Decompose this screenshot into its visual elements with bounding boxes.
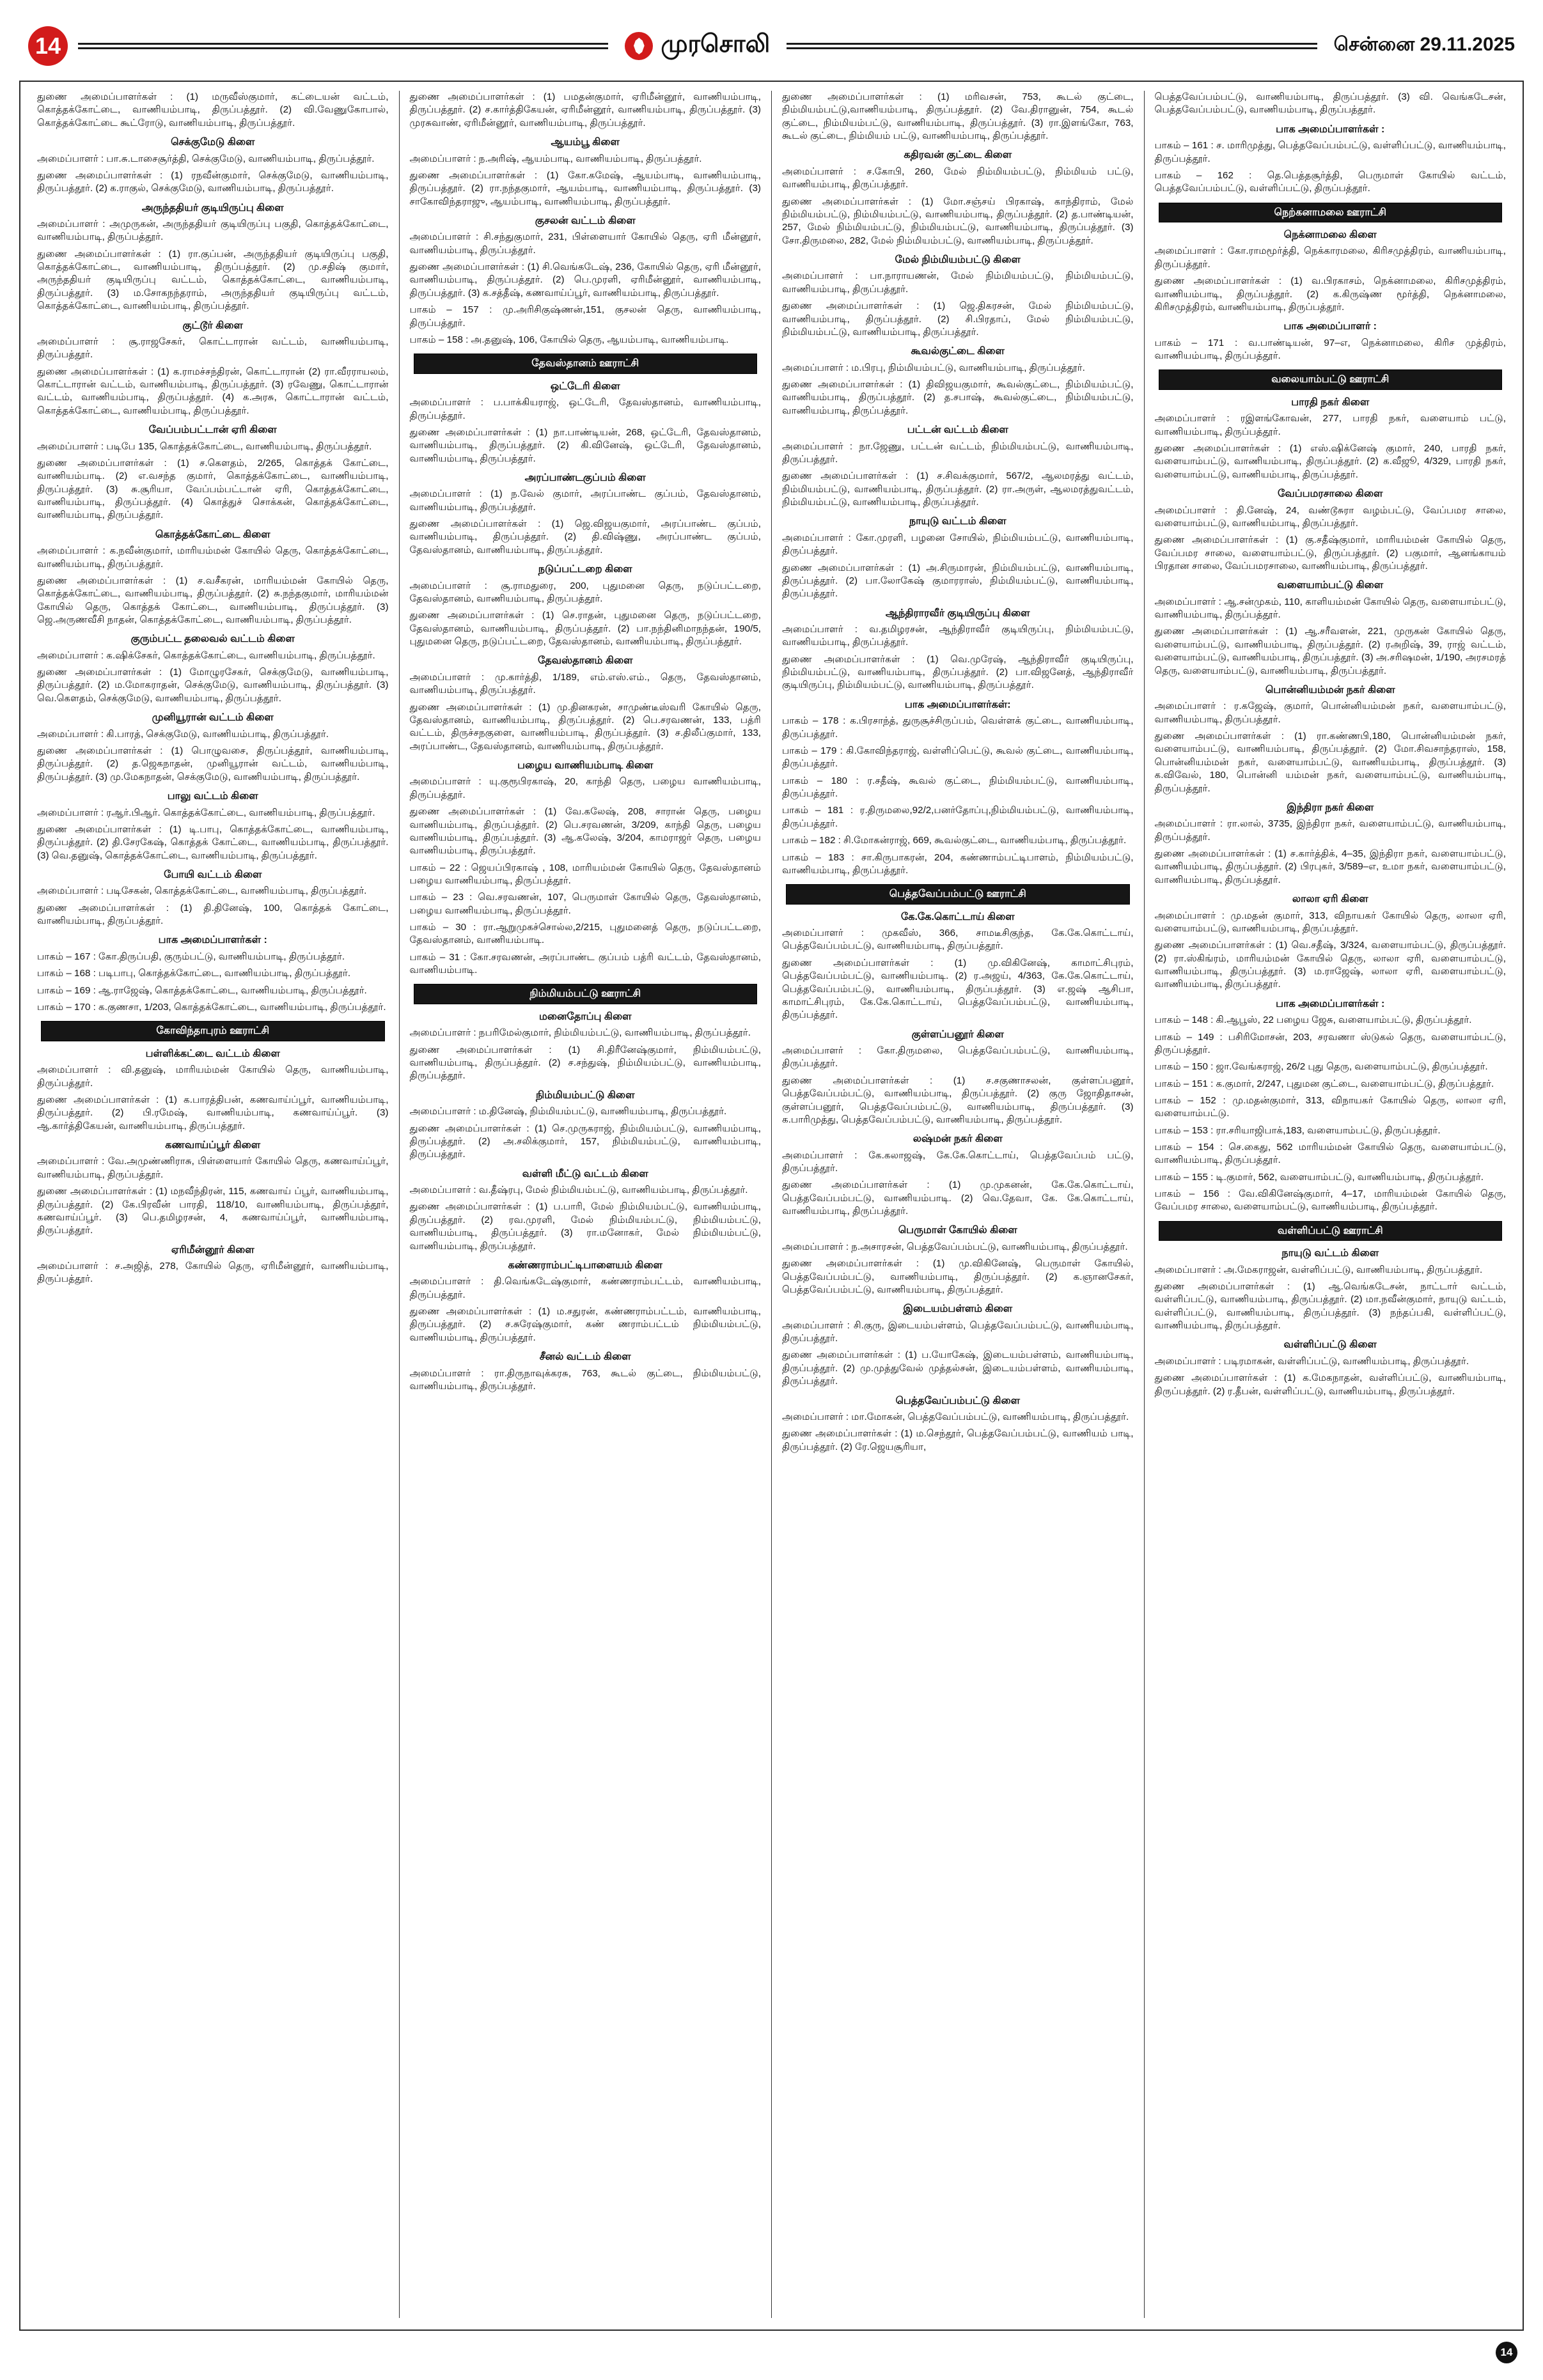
listing-paragraph: அமைப்பாளர் : சூ.ராமதுரை, 200, புதுமனை தெரு, நடுப்பட்டறை, தேவஸ்தானம், வாணியம்பாடி, திருப்பத்தூர். xyxy=(409,580,761,604)
bottom-page-number: 14 xyxy=(1496,2342,1517,2363)
listing-paragraph: துணை அமைப்பாளர்கள் : (1) செ.ராதன், புதுமனை தெரு, நடுப்பட்டறை, தேவஸ்தானம், வாணியம்பாடி, திருப்பத்தூர். (2) பா.நந்தினிமாநந்தன், 190/5, புதுமனை தெரு, நடுப்பட்டறை, தேவஸ்தானம், வாணியம்பாடி, திருப்பத்தூர். xyxy=(409,610,761,648)
branch-heading: தேவஸ்தானம் கிளை xyxy=(537,655,633,667)
branch-heading: வேப்பம்பட்டான் ஏரி கிளை xyxy=(148,424,277,436)
branch-heading: பாக அமைப்பாளர்கள்: xyxy=(904,699,1011,710)
text-column xyxy=(1144,91,1517,2318)
listing-paragraph: அமைப்பாளர் : அமுருகன், அருந்ததியர் குடியிருப்பு பகுதி, கொத்தக்கோட்டை, வாணியம்பாடி, திருப்பத்தூர். xyxy=(37,219,389,243)
listing-paragraph: துணை அமைப்பாளர்கள் : (1) மு.முகனன், கே.கே.கொட்டாய், பெத்தவேப்பம்பட்டு, வாணியம்பாடி. (2) வெ.தேவா, கே. கே.கொட்டாய், வாணியம்பாடி, திருப்பத்தூர். xyxy=(782,1179,1134,1217)
listing-paragraph: அமைப்பாளர் : வே.அமுண்ணிராசு, பிள்ளையார் கோயில் தெரு, கணவாய்ப்பூர், வாணியம்பாடி, திருப்பத்தூர். xyxy=(37,1156,389,1180)
listing-paragraph: அமைப்பாளர் : யு.குரூபிரகாஷ், 20, காந்தி தெரு, பழைய வாணியம்பாடி, திருப்பத்தூர். xyxy=(409,776,761,800)
listing-paragraph: துணை அமைப்பாளர்கள் : (1) ச.சகுணாசலன், குள்ளப்பனூர், பெத்தவேப்பம்பட்டு, வாணியம்பாடி, திருப்பத்தூர். (2) குரு ஜோதிதாசன், குள்ளப்பனூர், பெத்தவேப்பம்பட்டு, வாணியம்பாடி, திருப்பத்தூர். (3) க.பாரிமுத்து, பெத்தவேப்பம்பட்டு, வாணியம்பாடி, திருப்பத்தூர். xyxy=(782,1075,1134,1125)
listing-paragraph: அமைப்பாளர் : நபரிமேல்குமார், நிம்மியம்பட்டு, வாணியம்பாடி, திருப்பத்தூர். xyxy=(409,1027,751,1039)
publication-logo xyxy=(618,31,776,61)
listing-paragraph: பாகம் – 149 : பசிரிமோசன், 203, சரவணா ஸ்டுகல் தெரு, வளையாம்பட்டு, திருப்பத்தூர். xyxy=(1154,1031,1506,1055)
listing-paragraph: பாகம் – 150 : ஜா.வேங்கராஜ், 26/2 புது தெரு, வளையாம்பட்டு, திருப்பத்தூர். xyxy=(1154,1061,1488,1073)
branch-heading: கண்ணராம்பட்டிபாளையம் கிளை xyxy=(508,1259,662,1271)
listing-paragraph: துணை அமைப்பாளர்கள் : (1) அ.சிருமாரன், நிம்மியம்பட்டு, வாணியம்பாடி, திருப்பத்தூர். (2) பா.லோகேஷ் குமாரராஸ், நிம்மியம்பட்டு, வாணியம்பாடி, திருப்பத்தூர். xyxy=(782,562,1134,600)
text-column xyxy=(27,91,399,2318)
listing-paragraph: பாகம் – 31 : கோ.சரவணன், அரப்பாண்ட குப்பம் பத்ரி வட்டம், தேவஸ்தானம், வாணியம்பாடி. xyxy=(409,951,761,976)
listing-paragraph: துணை அமைப்பாளர்கள் : (1) மு.விகினேஷ், பெருமாள் கோயில், பெத்தவேப்பம்பட்டு, வாணியம்பாடி, திருப்பத்தூர். (2) க.ஞானசேகர், பெத்தவேப்பம்பட்டு, வாணியம்பாடி, திருப்பத்தூர். xyxy=(782,1258,1134,1295)
listing-paragraph: துணை அமைப்பாளர்கள் : (1) ச.கார்த்திக், 4–35, இந்திரா நகர், வளையாம்பட்டு, வாணியம்பாடி, திருப்பத்தூர். (2) பிரபுகர், 3/589–எ, உமா நகர், வளையாம்பட்டு, வாணியம்பாடி, திருப்பத்தூர். xyxy=(1154,848,1506,885)
branch-heading: முனியூரான் வட்டம் கிளை xyxy=(152,712,274,724)
ward-heading: தேவஸ்தானம் ஊராட்சி xyxy=(414,354,758,373)
listing-paragraph: அமைப்பாளர் : மா.மோகன், பெத்தவேப்பம்பட்டு, வாணியம்பாடி, திருப்பத்தூர். xyxy=(782,1412,1129,1422)
listing-paragraph: பாகம் – 181 : ர.திருமலை,92/2,பனர்தோப்பு,நிம்மியம்பட்டு, வாணியம்பாடி, திருப்பத்தூர். xyxy=(782,805,1134,829)
branch-heading: கொத்தக்கோட்டை கிளை xyxy=(155,529,270,540)
branch-heading: பொன்னியம்மன் நகர் கிளை xyxy=(1265,684,1395,696)
branch-heading: குள்ளப்பனூர் கிளை xyxy=(911,1029,1004,1040)
branch-heading: மனைதோப்பு கிளை xyxy=(538,1011,632,1022)
listing-paragraph: துணை அமைப்பாளர்கள் : (1) க.மேகநாதன், வள்ளிப்பட்டு, வாணியம்பாடி, திருப்பத்தூர். (2) ர.தீபன், வள்ளிப்பட்டு, வாணியம்பாடி, திருப்பத்தூர். xyxy=(1154,1373,1506,1397)
listing-paragraph: பாகம் – 168 : படிபாபு, கொத்தக்கோட்டை, வாணியம்பாடி, திருப்பத்தூர். xyxy=(37,968,351,979)
listing-paragraph: அமைப்பாளர் : வ.தீஷ்ரபு, மேல் நிம்மியம்பட்டு, வாணியம்பாடி, திருப்பத்தூர். xyxy=(409,1185,748,1196)
branch-heading: கே.கே.கொட்டாய் கிளை xyxy=(900,911,1015,922)
ward-heading: கோவிந்தாபுரம் ஊராட்சி xyxy=(41,1021,385,1041)
listing-paragraph: பாகம் – 156 : வே.விகினேஷ்குமார், 4–17, மாரியம்மன் கோயில் தெரு, வேப்பமர சாலை, வளையாம்பட்டு, வாணியம்பாடி, திருப்பத்தூர். xyxy=(1154,1188,1506,1213)
branch-heading: குசலன் வட்டம் கிளை xyxy=(535,215,636,226)
listing-paragraph: பாகம் – 182 : சி.மோகன்ராஜ், 669, கூவல்குட்டை, வாணியம்பாடி, திருப்பத்தூர். xyxy=(782,835,1127,846)
listing-paragraph: துணை அமைப்பாளர்கள் : (1) ம.செந்தூர், பெத்தவேப்பம்பட்டு, வாணியம் பாடி, திருப்பத்தூர். (2) ரே.ஜெயசூரியா, xyxy=(782,1428,1134,1452)
listing-paragraph: அமைப்பாளர் : கோ.முரளி, பழனை சோயில், நிம்மியம்பட்டு, வாணியம்பாடி, திருப்பத்தூர். xyxy=(782,532,1134,557)
branch-heading: பெத்தவேப்பம்பட்டு கிளை xyxy=(895,1395,1021,1406)
listing-paragraph: பாகம் – 161 : ச. மாரிமுத்து, பெத்தவேப்பம்பட்டு, வள்ளிப்பட்டு, வாணியம்பாடி, திருப்பத்தூர். xyxy=(1154,140,1506,164)
listing-paragraph: பாகம் – 180 : ர.சதீஷ், கூவல் குட்டை, நிம்மியம்பட்டு, வாணியம்பாடி, திருப்பத்தூர். xyxy=(782,775,1134,800)
listing-paragraph: அமைப்பாளர் : ந.அசாரசன், பெத்தவேப்பம்பட்டு, வாணியம்பாடி, திருப்பத்தூர். xyxy=(782,1241,1128,1252)
branch-heading: ஆயம்பூ கிளை xyxy=(551,137,620,148)
page-number-badge: 14 xyxy=(28,26,68,66)
listing-paragraph: துணை அமைப்பாளர்கள் : (1) ரா.கண்ணபி,180, பொன்னியம்மன் நகர், வளையாம்பட்டு, வாணியம்பாடி, திருப்பத்தூர். (2) மோ.சிவசாந்தராஸ், 158, பொன்னியம்மன் நகர், வளையாம்பட்டு, வாணியம்பாடி, திருப்பத்தூர். (3) க.விவேல், 180, பொன்னி யம்மன் நகர், வளையாம்பட்டு, வாணியம்பாடி, திருப்பத்தூர். xyxy=(1154,731,1506,794)
listing-paragraph: துணை அமைப்பாளர்கள் : (1) வெ.சதீஷ், 3/324, வளையாம்பட்டு, திருப்பத்தூர். (2) ரா.ஸ்கிங்ரம், மாரியம்மன் கோயில் தெரு, லாலா ஏரி, வளையாம்பட்டு, வாணியம்பாடி, திருப்பத்தூர். (3) ம.ராஜேஷ், லாலா ஏரி, வளையாம்பட்டு, வாணியம்பாடி, திருப்பத்தூர். xyxy=(1154,940,1506,990)
listing-paragraph: துணை அமைப்பாளர்கள் : (1) வெ.முரேஷ், ஆந்திராவீர் குடியிருப்பு, நிம்மியம்பட்டு, வாணியம்பாடி, திருப்பத்தூர். (2) பா.விஜனேத், ஆந்திராவீர் குடியிருப்பு, நிம்மியம்பட்டு, வாணியம்பாடி, திருப்பத்தூர். xyxy=(782,653,1134,691)
branch-heading: பெருமாள் கோயில் கிளை xyxy=(898,1225,1017,1236)
listing-paragraph: துணை அமைப்பாளர்கள் : (1) திவிஜயகுமார், கூவல்குட்டை, நிம்மியம்பட்டு, வாணியம்பாடி, திருப்பத்தூர். (2) த.சபாஷ், கூவல்குட்டை, நிம்மியம்பட்டு, வாணியம்பாடி, திருப்பத்தூர். xyxy=(782,379,1134,416)
listing-paragraph: பாகம் – 30 : ரா.ஆறுமுகச்சொல்ல,2/215, புதுமனைத் தெரு, நடுப்பட்டறை, தேவஸ்தானம், வாணியம்பாடி. xyxy=(409,922,761,946)
listing-paragraph: அமைப்பாளர் : ரஆர்.பிஆர். கொத்தக்கோட்டை, வாணியம்பாடி, திருப்பத்தூர். xyxy=(37,807,375,818)
listing-paragraph: பாகம் – 155 : டி.குமார், 562, வளையாம்பட்டு, வாணியம்பாடி, திருப்பத்தூர். xyxy=(1154,1171,1484,1183)
listing-paragraph: பாகம் – 153 : ரா.சரியாஜிபாக்,183, வளையாம்பட்டு, திருப்பத்தூர். xyxy=(1154,1124,1441,1136)
listing-paragraph: அமைப்பாளர் : கி.பாரத், செக்குமேடு, வாணியம்பாடி, திருப்பத்தூர். xyxy=(37,728,329,740)
listing-paragraph: துணை அமைப்பாளர்கள் : (1) மரிவசன், 753, கூடல் குட்டை, நிம்மியம்பட்டு,வாணியம்பாடி, திருப்பத்தூர். (2) வே.திரானுன், 754, கூடல் குட்டை, நிம்மியம்பட்டு, வாணியம்பாடி, திருப்பத்தூர். (3) ரா.இளங்கோ, 763, கூடல் குட்டை, நிம்மியம் பட்டு, வாணியம்பாடி, திருப்பத்தூர். xyxy=(782,91,1134,142)
listing-paragraph: அமைப்பாளர் : முகவீஸ், 366, சாமடீசிகுந்த, கே.கே.கொட்டாய், பெத்தவேப்பம்பட்டு, வாணியம்பாடி, திருப்பத்தூர். xyxy=(782,928,1134,952)
ward-heading: வலையாம்பட்டு ஊராட்சி xyxy=(1159,369,1503,389)
listing-paragraph: துணை அமைப்பாளர்கள் : (1) சி.வெங்கடேஷ், 236, கோயில் தெரு, ஏரி மீன்னூர், வாணியம்பாடி, திருப்பத்தூர். (2) பெ.முரளி, ஏரிமீன்னூர், வாணியம்பாடி, திருப்பத்தூர். (3) க.சத்தீஷ், கணவாய்ப்பூர், வாணியம்பாடி, திருப்பத்தூர். xyxy=(409,261,761,299)
listing-paragraph: துணை அமைப்பாளர்கள் : (1) ஜெ.விஜயகுமார், அரப்பாண்ட குப்பம், வாணியம்பாடி, திருப்பத்தூர். (2) தி.விஷ்ணு, அரப்பாண்ட குப்பம், தேவஸ்தானம், வாணியம்பாடி, திருப்பத்தூர். xyxy=(409,518,761,556)
branch-heading: வளையாம்பட்டு கிளை xyxy=(1277,580,1384,591)
branch-heading: கூவல்குட்டை கிளை xyxy=(911,346,1005,357)
listing-paragraph: அமைப்பாளர் : ம.தினேஷ், நிம்மியம்பட்டு, வாணியம்பாடி, திருப்பத்தூர். xyxy=(409,1106,727,1117)
branch-heading: குரும்பட்ட தலைவல் வட்டம் கிளை xyxy=(130,634,295,645)
branch-heading: மேல் நிம்மியம்பட்டு கிளை xyxy=(895,254,1021,266)
listing-paragraph: துணை அமைப்பாளர்கள் : (1) ஆ.சரீவளன், 221, முருகன் கோயில் தெரு, வளையாம்பட்டு, வாணியம்பாடி, திருப்பத்தூர். (2) ரஅறிஷ், 39, ராஜ் வட்டம், வளையாம்பட்டு, வாணியம்பாடி, திருப்பத்தூர். (3) அ.சரிஷமன், 1/190, அரசமரத் தெரு, வளையாம்பட்டு, வாணியம்பாடி, திருப்பத்தூர். xyxy=(1154,626,1506,676)
listing-paragraph: பாகம் – 167 : கோ.திருப்பதி, குரும்பட்டு, வாணியம்பாடி, திருப்பத்தூர். xyxy=(37,951,345,962)
listing-paragraph: பாகம் – 183 : சா.கிருபாகரன், 204, கண்ணாம்பட்டிபாளம், நிம்மியம்பட்டு, வாணியம்பாடி, திருப்பத்தூர். xyxy=(782,852,1134,876)
listing-paragraph: அமைப்பாளர் : வ.தமிழரசன், ஆந்திராவீர் குடியிருப்பு, நிம்மியம்பட்டு, வாணியம்பாடி, திருப்பத்தூர். xyxy=(782,624,1134,648)
listing-paragraph: அமைப்பாளர் : நா.ஜேணு, பட்டன் வட்டம், நிம்மியம்பட்டு, வாணியம்பாடி, திருப்பத்தூர். xyxy=(782,440,1134,465)
listing-paragraph: பாகம் – 162 : தெ.பெத்தசூர்த்தி, பெருமாள் கோயில் வட்டம், பெத்தவேப்பம்பட்டு, வள்ளிப்பட்டு, திருப்பத்தூர். xyxy=(1154,169,1506,194)
listing-paragraph: அமைப்பாளர் : பா.நாராயணன், மேல் நிம்மியம்பட்டு, நிம்மியம்பட்டு, வாணியம்பாடி, திருப்பத்தூர். xyxy=(782,270,1134,295)
listing-paragraph: அமைப்பாளர் : வி.தனுஷ், மாரியம்மன் கோயில் தெரு, வாணியம்பாடி, திருப்பத்தூர். xyxy=(37,1064,389,1089)
listing-paragraph: பெத்தவேப்பம்பட்டு, வாணியம்பாடி, திருப்பத்தூர். (3) வி. வெங்கடேசன், பெத்தவேப்பம்பட்டு, வாணியம்பாடி, திருப்பத்தூர். xyxy=(1154,91,1506,116)
listing-paragraph: அமைப்பாளர் : கோ.திருமலை, பெத்தவேப்பம்பட்டு, வாணியம்பாடி, திருப்பத்தூர். xyxy=(782,1045,1134,1069)
listing-paragraph: துணை அமைப்பாளர்கள் : (1) ஜெ.திகரசன், மேல் நிம்மியம்பட்டு, வாணியம்பாடி, திருப்பத்தூர். (2) சி.பிரதாப், மேல் நிம்மியம்பட்டு, நிம்மியம்பட்டு, வாணியம்பாடி, திருப்பத்தூர். xyxy=(782,300,1134,338)
listing-paragraph: துணை அமைப்பாளர்கள் : (1) ச.கௌதம், 2/265, கொத்தக் கோட்டை, வாணியம்பாடி. (2) எ.வசந்த குமார், கொத்தக்கோட்டை, வாணியம்பாடி, திருப்பத்தூர். (3) சு.சூரியா, வேப்பம்பட்டான் ஏரி, கொத்தக்கோட்டை, வாணியம்பாடி, திருப்பத்தூர். (4) கொத்துச் சொக்கன், கொத்தக்கோட்டை, வாணியம்பாடி, திருப்பத்தூர். xyxy=(37,457,389,521)
branch-heading: பாரதி நகர் கிளை xyxy=(1291,396,1370,408)
branch-heading: அருந்ததியர் குடியிருப்பு கிளை xyxy=(141,202,284,214)
listing-paragraph: அமைப்பாளர் : மு.கார்த்தி, 1/189, எம்.எஸ்.எம்., தெரு, தேவஸ்தானம், வாணியம்பாடி, திருப்பத்தூர். xyxy=(409,671,761,696)
branch-heading: லாலா ஏரி கிளை xyxy=(1292,894,1368,905)
listing-paragraph: அமைப்பாளர் : தி.வெங்கடேஷ்குமார், கண்ணராம்பட்டம், வாணியம்பாடி, திருப்பத்தூர். xyxy=(409,1276,761,1300)
ward-heading: பெத்தவேப்பம்பட்டு ஊராட்சி xyxy=(786,884,1130,904)
listing-paragraph: பாகம் – 152 : மு.மதன்குமார், 313, விநாயகர் கோயில் தெரு, லாலா ஏரி, வளையாம்பட்டு. xyxy=(1154,1094,1506,1119)
listing-paragraph: பாகம் – 154 : செ.கைது, 562 மாரியம்மன் கோயில் தெரு, வளையாம்பட்டு, வாணியம்பாடி, திருப்பத்தூர். xyxy=(1154,1142,1506,1166)
listing-paragraph: அமைப்பாளர் : ர.கஜேஷ், குமார், பொன்னியம்மன் நகர், வளையாம்பட்டு, வாணியம்பாடி, திருப்பத்தூர். xyxy=(1154,701,1506,725)
listing-paragraph: அமைப்பாளர் : (1) ந.வேல் குமார், அரப்பாண்ட குப்பம், தேவஸ்தானம், வாணியம்பாடி, திருப்பத்தூர். xyxy=(409,488,761,513)
branch-heading: இந்திரா நகர் கிளை xyxy=(1287,802,1374,813)
listing-paragraph: துணை அமைப்பாளர்கள் : (1) ப.பாரி, மேல் நிம்மியம்பட்டு, வாணியம்பாடி, திருப்பத்தூர். (2) ரவ.முரளி, மேல் நிம்மியம்பட்டு, நிம்மியம்பட்டு, வாணியம்பாடி, திருப்பத்தூர். (3) ரா.மனோகர், மேல் நிம்மியம்பட்டு, வாணியம்பாடி, திருப்பத்தூர். xyxy=(409,1201,761,1252)
branch-heading: இடையம்பள்ளம் கிளை xyxy=(903,1303,1013,1315)
ward-heading: வள்ளிப்பட்டு ஊராட்சி xyxy=(1159,1221,1503,1241)
listing-paragraph: பாகம் – 171 : வ.பாண்டியன், 97–எ, நெக்னாமலை, கிரிச முத்திரம், வாணியம்பாடி, திருப்பத்தூர். xyxy=(1154,337,1506,362)
listing-paragraph: அமைப்பாளர் : சி.சந்துகுமார், 231, பிள்ளையார் கோயில் தெரு, ஏரி மீன்னூர், வாணியம்பாடி, திருப்பத்தூர். xyxy=(409,231,761,256)
listing-paragraph: துணை அமைப்பாளர்கள் : (1) பொழுவசை, திருப்பத்தூர், வாணியம்பாடி, திருப்பத்தூர். (2) த.ஜெகநாதன், முனியூரான் வட்டம், வாணியம்பாடி, திருப்பத்தூர். (3) மு.மேகநாதன், செக்குமேடு, வாணியம்பாடி, திருப்பத்தூர். xyxy=(37,745,389,782)
listing-paragraph: அமைப்பாளர் : ச.கோபி, 260, மேல் நிம்மியம்பட்டு, நிம்மியம் பட்டு, வாணியம்பாடி, திருப்பத்தூர். xyxy=(782,166,1134,191)
listing-paragraph: அமைப்பாளர் : படிபே 135, கொத்தக்கோட்டை, வாணியம்பாடி, திருப்பத்தூர். xyxy=(37,440,372,452)
listing-paragraph: துணை அமைப்பாளர்கள் : (1) கு.சதீஷ்குமார், மாரியம்மன் கோயில் தெரு, வேப்பமர சாலை, வளையாம்பட்டு, திருப்பத்தூர். (2) பகுமார், ஆனங்காயம் பிரதான சாலை, வேப்பமரசாலை, வாணியம்பாடி, திருப்பத்தூர். xyxy=(1154,534,1506,572)
branch-heading: வள்ளிப்பட்டு கிளை xyxy=(1283,1339,1377,1351)
branch-heading: பள்ளிக்கட்டை வட்டம் கிளை xyxy=(145,1048,280,1059)
listing-paragraph: அமைப்பாளர் : ரா.திருநாவுக்கரசு, 763, கூடல் குட்டை, நிம்மியம்பட்டு, வாணியம்பாடி, திருப்பத்தூர். xyxy=(409,1367,761,1392)
branch-heading: பாக அமைப்பாளர்கள் : xyxy=(1276,998,1385,1009)
listing-paragraph: துணை அமைப்பாளர்கள் : (1) பமதன்குமார், ஏரிமீன்னூர், வாணியம்பாடி, திருப்பத்தூர். (2) ச.கார்த்திகேயன், ஏரிமீன்னூர், வாணியம்பாடி, திருப்பத்தூர். (3) முரசுவாண், ஏரிமீன்னூர், வாணியம்பாடி, திருப்பத்தூர். xyxy=(409,91,761,128)
ward-heading: நெற்கனாமலை ஊராட்சி xyxy=(1159,203,1503,222)
listing-paragraph: அமைப்பாளர் : ரஇளங்கோவன், 277, பாரதி நகர், வளையாம் பட்டு, வாணியம்பாடி, திருப்பத்தூர். xyxy=(1154,413,1506,437)
listing-paragraph: துணை அமைப்பாளர்கள் : (1) தி.தினேஷ், 100, கொத்தக் கோட்டை, வாணியம்பாடி, திருப்பத்தூர். xyxy=(37,902,389,927)
branch-heading: குட்டூர் கிளை xyxy=(182,320,243,331)
listing-paragraph: துணை அமைப்பாளர்கள் : (1) கோ.கமேஷ், ஆயம்பாடி, வாணியம்பாடி, திருப்பத்தூர். (2) ரா.நந்தகுமார், ஆயம்பாடி, வாணியம்பாடி, திருப்பத்தூர். (3) சாகோவிந்தராஜு, ஆயம்பாடி, வாணியம்பாடி, திருப்பத்தூர். xyxy=(409,169,761,207)
listing-paragraph: பாகம் – 22 : ஜெயப்பிரகாஷ் , 108, மாரியம்மன் கோயில் தெரு, தேவஸ்தானம் பழைய வாணியம்பாடி, திருப்பத்தூர். xyxy=(409,862,761,886)
listing-paragraph: பாகம் – 178 : க.பிரசாந்த், துருசூச்சிருப்பம், வெள்ளக் குட்டை, வாணியம்பாடி, திருப்பத்தூர். xyxy=(782,715,1134,740)
sun-emblem-icon xyxy=(625,32,653,60)
listing-paragraph: அமைப்பாளர் : க.நவீன்குமார், மாரியம்மன் கோயில் தெரு, கொத்தக்கோட்டை, வாணியம்பாடி, திருப்பத்தூர். xyxy=(37,545,389,570)
branch-heading: கதிரவன் குட்டை கிளை xyxy=(904,150,1012,161)
branch-heading: பாக அமைப்பாளர்கள் : xyxy=(1276,123,1385,135)
branch-heading: ஆந்திராரவீர் குடியிருப்பு கிளை xyxy=(885,607,1030,619)
listing-paragraph: துணை அமைப்பாளர்கள் : (1) மோ.சஞ்சய் பிரகாஷ், காந்திராம், மேல் நிம்மியம்பட்டு, நிம்மியம்பட்டு, வாணியம்பாடி, திருப்பத்தூர். (2) த.பாண்டியன், 257, மேல் நிம்மியம்பட்டு, நிம்மியம்பட்டு, வாணியம்பாடி, திருப்பத்தூர். (3) சோ.திருமலை, 282, மேல் நிம்மியம்பட்டு, வாணியம்பாடி, திருப்பத்தூர். xyxy=(782,196,1134,246)
publication-title: முரசொலி xyxy=(661,31,771,58)
listing-paragraph: அமைப்பாளர் : ச.அஜித், 278, கோயில் தெரு, ஏரிமீன்னூர், வாணியம்பாடி, திருப்பத்தூர். xyxy=(37,1261,389,1285)
listing-paragraph: அமைப்பாளர் : சி.குரு, இடையம்பள்ளம், பெத்தவேப்பம்பட்டு, வாணியம்பாடி, திருப்பத்தூர். xyxy=(782,1319,1134,1344)
listing-paragraph: அமைப்பாளர் : அ.மேகராஜன், வள்ளிப்பட்டு, வாணியம்பாடி, திருப்பத்தூர். xyxy=(1154,1264,1483,1275)
listing-paragraph: துணை அமைப்பாளர்கள் : (1) க.பாரத்திபன், கணவாய்ப்பூர், வாணியம்பாடி, திருப்பத்தூர். (2) பி.ரமேஷ், வாணியம்பாடி, கணவாய்ப்பூர். (3) ஆ.கார்த்திகேயன், வாணியம்பாடி, திருப்பத்தூர். xyxy=(37,1094,389,1132)
listing-paragraph: பாகம் – 23 : வெ.சரவணன், 107, பெருமாள் கோயில் தெரு, தேவஸ்தானம், பழைய வாணியம்பாடி, திருப்பத்தூர். xyxy=(409,892,761,916)
listing-paragraph: அமைப்பாளர் : மு.மதன் குமார், 313, விநாயகர் கோயில் தெரு, லாலா ஏரி, வளையாம்பட்டு, வாணியம்பாடி, திருப்பத்தூர். xyxy=(1154,910,1506,934)
branch-heading: பாக அமைப்பாளர்கள் : xyxy=(158,935,267,946)
listing-paragraph: பாகம் – 148 : கி.ஆபூஸ், 22 பழைய ஜேசு, வளையாம்பட்டு, திருப்பத்தூர். xyxy=(1154,1015,1472,1026)
text-column xyxy=(771,91,1144,2318)
listing-paragraph: துணை அமைப்பாளர்கள் : (1) ப.யோகேஷ், இடையம்பள்ளம், வாணியம்பாடி, திருப்பத்தூர். (2) மு.முத்துவேல் முத்தல்சன், இடையம்பள்ளம், வாணியம்பாடி, திருப்பத்தூர். xyxy=(782,1349,1134,1387)
listing-paragraph: அமைப்பாளர் : க.ஷிக்சேகர், கொத்தக்கோட்டை, வாணியம்பாடி, திருப்பத்தூர். xyxy=(37,649,375,661)
branch-heading: நாயுடு வட்டம் கிளை xyxy=(1281,1248,1379,1259)
listing-paragraph: துணை அமைப்பாளர்கள் : (1) டி.பாபு, கொத்தக்கோட்டை, வாணியம்பாடி, திருப்பத்தூர். (2) தி.சேரகேஷ், கொத்தக் கோட்டை, வாணியம்பாடி, திருப்பத்தூர். (3) வெ.தனுஷ், கொத்தக்கோட்டை, வாணியம்பாடி, திருப்பத்தூர். xyxy=(37,823,389,861)
branch-heading: நாயுடு வட்டம் கிளை xyxy=(909,516,1006,527)
branch-heading: பட்டன் வட்டம் கிளை xyxy=(907,424,1008,436)
branch-heading: நெக்னாமலை கிளை xyxy=(1283,229,1377,241)
listing-paragraph: துணை அமைப்பாளர்கள் : (1) வே.கலேஷ், 208, சாரான் தெரு, பழைய வாணியம்பாடி, திருப்பத்தூர். (2) பெ.சரவணன், 3/209, காந்தி தெரு, பழைய வாணியம்பாடி, திருப்பத்தூர். (3) ஆ.கலேஷ், 3/204, காமராஜர் தெரு, பழைய வாணியம்பாடி, திருப்பத்தூர். xyxy=(409,806,761,857)
branch-heading: நிம்மியம்பட்டு கிளை xyxy=(535,1089,635,1101)
masthead-rule-right xyxy=(787,43,1317,49)
listing-paragraph: பாகம் – 158 : அ.தனுஷ், 106, கோயில் தெரு, ஆயம்பாடி, வாணியம்பாடி. xyxy=(409,334,729,345)
branch-heading: சீனல் வட்டம் கிளை xyxy=(539,1351,631,1363)
listing-paragraph: துணை அமைப்பாளர்கள் : (1) மு.தினகரன், சாமுண்டீஸ்வரி கோயில் தெரு, தேவஸ்தானம், வாணியம்பாடி, திருப்பத்தூர். (2) பெ.சரவணன், 133, பத்ரி வட்டம், திருச்சநகுளை, வாணியம்பாடி, திருப்பத்தூர். (3) ச.திலீப்குமார், 133, அரப்பாண்ட, தேவஸ்தானம், வாணியம்பாடி, திருப்பத்தூர். xyxy=(409,701,761,752)
listing-paragraph: துணை அமைப்பாளர்கள் : (1) ச.வசீகரன், மாரியம்மன் கோயில் தெரு, கொத்தக்கோட்டை, வாணியம்பாடி, திருப்பத்தூர். (2) சு.நந்தகுமார், மாரியம்மன் கோயில் தெரு, கொத்தக் கோட்டை, வாணியம்பாடி, திருப்பத்தூர். (3) ஜெ.அருணவீசி நாதன், கொத்தக்கோட்டை, வாணியம்பாடி, திருப்பத்தூர். xyxy=(37,575,389,625)
listing-paragraph: பாகம் – 157 : மு.அரிசிகுஷ்ணன்,151, குசலன் தெரு, வாணியம்பாடி, திருப்பத்தூர். xyxy=(409,304,761,329)
branch-heading: கணவாய்ப்பூர் கிளை xyxy=(165,1140,261,1151)
branch-heading: பாலு வட்டம் கிளை xyxy=(167,791,258,802)
text-column xyxy=(399,91,772,2318)
listing-paragraph: துணை அமைப்பாளர்கள் : (1) ரா.குப்பன், அருந்ததியர் குடியிருப்பு பகுதி, கொத்தக்கோட்டை, வாணியம்பாடி, திருப்பத்தூர். (2) மு.சதிஷ் குமார், அருந்ததியர் குடியிருப்பு வட்டம், கொத்தக்கோட்டை, வாணியம்பாடி, திருப்பத்தூர். (3) ம.சோகநந்தராம், அருந்ததியர் குடியிருப்பு வட்டம், கொத்தக்கோட்டை, வாணியம்பாடி, திருப்பத்தூர். xyxy=(37,248,389,312)
branch-heading: போயி வட்டம் கிளை xyxy=(164,869,262,880)
listing-paragraph: துணை அமைப்பாளர்கள் : (1) ரநவீன்குமார், செக்குமேடு, வாணியம்பாடி, திருப்பத்தூர். (2) க.ராகுல், செக்குமேடு, வாணியம்பாடி, திருப்பத்தூர். xyxy=(37,169,389,194)
branch-heading: அரப்பாண்டகுப்பம் கிளை xyxy=(524,472,646,483)
listing-paragraph: துணை அமைப்பாளர்கள் : (1) மோழுரசேகர், செக்குமேடு, வாணியம்பாடி, திருப்பத்தூர். (2) ம.மோகராதன், செக்குமேடு, வாணியம்பாடி, திருப்பத்தூர். (3) வெ.கௌதம், செக்குமேடு, வாணியம்பாடி, திருப்பத்தூர். xyxy=(37,667,389,704)
listing-paragraph: துணை அமைப்பாளர்கள் : (1) க.ராமச்சந்திரன், கொட்டாரான் (2) ரா.வீரராயலம், கொட்டாரான் வட்டம், வாணியம்பாடி, திருப்பத்தூர். (3) ரவேணு, கொட்டாரான் வட்டம், வாணியம்பாடி, திருப்பத்தூர். (4) க.அரசு, கொட்டாரான் வட்டம், கொத்தக்கோட்டை, வாணியம்பாடி, திருப்பத்தூர். xyxy=(37,366,389,416)
listing-paragraph: துணை அமைப்பாளர்கள் : (1) ம.சதுரன், கண்ணராம்பட்டம், வாணியம்பாடி, திருப்பத்தூர். (2) ச.சுரேஷ்குமார், கண் ணராம்பட்டம் நிம்மியம்பட்டு, வாணியம்பாடி, திருப்பத்தூர். xyxy=(409,1306,761,1343)
listing-paragraph: துணை அமைப்பாளர்கள் : (1) சி.திரீனேஷ்குமார், நிம்மியம்பட்டு, வாணியம்பாடி, திருப்பத்தூர். (2) ச.சந்துஷ், நிம்மியம்பட்டு, வாணியம்பாடி, திருப்பத்தூர். xyxy=(409,1044,761,1082)
listing-paragraph: துணை அமைப்பாளர்கள் : (1) மநவீந்திரன், 115, கணவாய் ப்பூர், வாணியம்பாடி, திருப்பத்தூர். (2) கே.பிரவீன் பாரதி, 118/10, வாணியம்பாடி, திருப்பத்தூர், கணவாய்ப்பூர். (3) பெ.தமிழரசன், 4, கணவாய்ப்பூர், வாணியம்பாடி, திருப்பத்தூர். xyxy=(37,1186,389,1236)
masthead-rule-left xyxy=(78,43,608,49)
listing-paragraph: பாகம் – 170 : க.குணசா, 1/203, கொத்தக்கோட்டை, வாணியம்பாடி, திருப்பத்தூர். xyxy=(37,1001,386,1013)
article-columns xyxy=(19,81,1524,2331)
listing-paragraph: அமைப்பாளர் : ஆ.சன்முகம், 110, காளியம்மன் கோயில் தெரு, வளையாம்பட்டு, வாணியம்பாடி, திருப்பத்தூர். xyxy=(1154,596,1506,621)
listing-paragraph: அமைப்பாளர் : ப.பாக்கியராஜ், ஒட்டேரி, தேவஸ்தானம், வாணியம்பாடி, திருப்பத்தூர். xyxy=(409,397,761,421)
branch-heading: வேப்பமரசாலை கிளை xyxy=(1278,488,1383,500)
ward-heading: நிம்மியம்பட்டு ஊராட்சி xyxy=(414,984,758,1004)
listing-paragraph: துணை அமைப்பாளர்கள் : (1) வ.பிரகாசம், நெக்னாமலை, கிரிசமுத்திரம், வாணியம்பாடி, திருப்பத்தூர். (2) க.கிருஷ்ண மூர்த்தி, நெக்னாமலை, கிரிசமுத்திரம், வாணியம்பாடி, திருப்பத்தூர். xyxy=(1154,276,1506,313)
listing-paragraph: துணை அமைப்பாளர்கள் : (1) மு.விகினேஷ், காமாட்சிபுரம், பெத்தவேப்பம்பட்டு, வாணியம்பாடி. (2) ர.அஜய், 4/363, கே.கே.கொட்டாய், பெத்தவேப்பம்பட்டு, வாணியம்பாடி, திருப்பத்தூர். (3) எ.ஜஷ் ஆசிபா, காமாட்சிபுரம், கே.கே.கொட்டாய், பெத்தவேப்பம்பட்டு, வாணியம்பாடி, திருப்பத்தூர். xyxy=(782,957,1134,1021)
branch-heading: பழைய வாணியம்பாடி கிளை xyxy=(517,760,654,771)
listing-paragraph: அமைப்பாளர் : ரா.லால், 3735, இந்திரா நகர், வளையாம்பட்டு, வாணியம்பாடி, திருப்பத்தூர். xyxy=(1154,818,1506,843)
branch-heading: செக்குமேடு கிளை xyxy=(171,137,255,148)
listing-paragraph: அமைப்பாளர் : சூ.ராஜசேகர், கொட்டாரான் வட்டம், வாணியம்பாடி, திருப்பத்தூர். xyxy=(37,336,389,361)
listing-paragraph: துணை அமைப்பாளர்கள் : (1) எஸ்.ஷிக்னேஷ் குமார், 240, பாரதி நகர், வளையாம்பட்டு, வாணியம்பாடி, திருப்பத்தூர். (2) க.வீஜூ, 4/329, பாரதி நகர், வளையாம்பட்டு, வாணியம்பாடி, திருப்பத்தூர். xyxy=(1154,443,1506,480)
branch-heading: ஏரிமீன்னூர் கிளை xyxy=(171,1244,255,1256)
listing-paragraph: அமைப்பாளர் : பா.சு.டாசைசூர்த்தி, செக்குமேடு, வாணியம்பாடி, திருப்பத்தூர். xyxy=(37,153,375,164)
branch-heading: ஒட்டேரி கிளை xyxy=(550,380,620,392)
listing-paragraph: அமைப்பாளர் : ம.பிரபு, நிம்மியம்பட்டு, வாணியம்பாடி, திருப்பத்தூர். xyxy=(782,362,1085,373)
listing-paragraph: அமைப்பாளர் : படிசேகன், கொத்தக்கோட்டை, வாணியம்பாடி, திருப்பத்தூர். xyxy=(37,885,367,897)
listing-paragraph: பாகம் – 151 : க.குமார், 2/247, புதுமன குட்டை, வளையாம்பட்டு, திருப்பத்தூர். xyxy=(1154,1078,1494,1089)
edition-and-date: சென்னை 29.11.2025 xyxy=(1333,34,1516,55)
listing-paragraph: துணை அமைப்பாளர்கள் : (1) ஆ.வெங்கடேசன், நாட்டார் வட்டம், வள்ளிப்பட்டு, வாணியம்பாடி, திருப்பத்தூர். (2) மா.நவீன்குமார், நாயுடு வட்டம், வள்ளிப்பட்டு, வாணியம்பாடி, திருப்பத்தூர். (3) நந்தப்பகி, வள்ளிப்பட்டு, வாணியம்பாடி, திருப்பத்தூர். xyxy=(1154,1281,1506,1332)
masthead xyxy=(19,17,1524,75)
listing-paragraph: அமைப்பாளர் : படிரமாகன், வள்ளிப்பட்டு, வாணியம்பாடி, திருப்பத்தூர். xyxy=(1154,1355,1469,1367)
listing-paragraph: அமைப்பாளர் : கோ.ராமமூர்த்தி, நெக்காரமலை, கிரிசமுத்திரம், வாணியம்பாடி, திருப்பத்தூர். xyxy=(1154,245,1506,270)
listing-paragraph: துணை அமைப்பாளர்கள் : (1) ச.சிவக்குமார், 567/2, ஆலமரத்து வட்டம், நிம்மியம்பட்டு, வாணியம்பாடி, திருப்பத்தூர். (2) ரா.அருள், ஆலமரத்துவட்டம், நிம்மியம்பட்டு, வாணியம்பாடி, திருப்பத்தூர். xyxy=(782,471,1134,508)
branch-heading: பாக அமைப்பாளர் : xyxy=(1283,321,1377,332)
branch-heading: லஷ்மன் நகர் கிளை xyxy=(912,1133,1003,1145)
listing-paragraph: பாகம் – 179 : கி.கோவிந்தராஜ், வள்ளிப்பெட்டு, கூவல் குட்டை, வாணியம்பாடி, திருப்பத்தூர். xyxy=(782,745,1134,770)
branch-heading: நடுப்பட்டறை கிளை xyxy=(538,564,632,575)
listing-paragraph: அமைப்பாளர் : ந.அரிஷ், ஆயம்பாடி, வாணியம்பாடி, திருப்பத்தூர். xyxy=(409,153,702,164)
branch-heading: வள்ளி மீட்டு வட்டம் கிளை xyxy=(522,1168,648,1179)
listing-paragraph: துணை அமைப்பாளர்கள் : (1) மருவீஸ்குமார், கட்டையன் வட்டம், கொத்தக்கோட்டை, வாணியம்பாடி, திருப்பத்தூர். (2) வி.வேணுகோபால், கொத்தக்கோட்டை கூட்ரோடு, வாணியம்பாடி, திருப்பத்தூர். xyxy=(37,91,389,128)
listing-paragraph: அமைப்பாளர் : கே.கலாஜஷ், கே.கே.கொட்டாய், பெத்தவேப்பம் பட்டு, திருப்பத்தூர். xyxy=(782,1149,1134,1174)
listing-paragraph: பாகம் – 169 : ஆ.ராஜேஷ், கொத்தக்கோட்டை, வாணியம்பாடி, திருப்பத்தூர். xyxy=(37,984,367,996)
listing-paragraph: துணை அமைப்பாளர்கள் : (1) நா.பாண்டியன், 268, ஒட்டேரி, தேவஸ்தானம், வாணியம்பாடி, திருப்பத்தூர். (2) கி.வினேஷ், ஒட்டேரி, தேவஸ்தானம், வாணியம்பாடி, திருப்பத்தூர். xyxy=(409,426,761,464)
listing-paragraph: துணை அமைப்பாளர்கள் : (1) செ.முருகராஜ், நிம்மியம்பட்டு, வாணியம்பாடி, திருப்பத்தூர். (2) அ.சலிக்குமார், 157, நிம்மியம்பட்டு, வாணியம்பாடி, திருப்பத்தூர். xyxy=(409,1123,761,1160)
listing-paragraph: அமைப்பாளர் : தி.னேஷ், 24, வண்டூசுரா வழம்பட்டு, வேப்பமர சாலை, வளையாம்பட்டு, வாணியம்பாடி, திருப்பத்தூர். xyxy=(1154,504,1506,529)
